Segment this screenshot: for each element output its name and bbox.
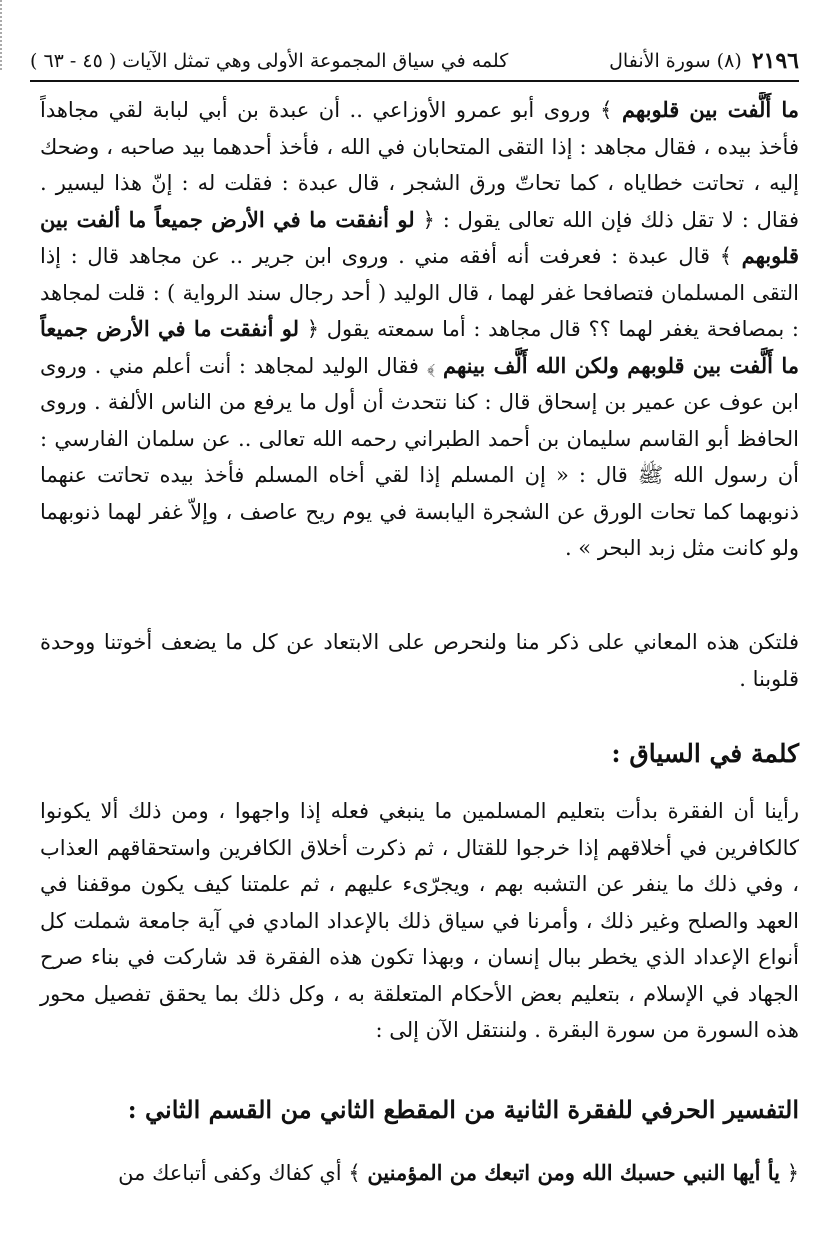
quran-verse: لو أنفقت ما في الأرض جميعاً ما أَلَّفت بين قلوبهم ولكن الله أَلَّف بينهم [40, 316, 799, 378]
page-body [40, 92, 799, 1191]
verse-bracket-open: ﴿ [306, 317, 320, 341]
text-segment: فقال الوليد لمجاهد : أنت أعلم مني . وروى ابن عوف عن عمير بن إسحاق قال : كنا نتحدث أن أول ما يرفع من الناس الألفة . وروى الحافظ أبو القاسم سليمان بن أحمد الطبراني رحمه الله تعالى .. عن سلمان الفارسي : أن رسول الله ﷺ قال : « إن المسلم إذا لقي أخاه المسلم فأخذ بيده تحاتت عنهما ذنوبهما كما تحات الورق عن الشجرة اليابسة في يوم ريح عاصف ، وإلاّ غفر لهما ذنوبهما ولو كانت مثل زبد البحر » . [40, 353, 799, 560]
header-right [609, 48, 799, 74]
verse-bracket-close: ﴾ [348, 1160, 361, 1185]
quran-verse: ما أَلَّفت بين قلوبهم [621, 97, 799, 122]
verse-bracket-close: ﴾ [426, 353, 436, 378]
paragraph-context: رأينا أن الفقرة بدأت بتعليم المسلمين ما ينبغي فعله إذا واجهوا ، ومن ذلك ألا يكونوا كالكافرين في أخلاقهم إذا خرجوا للقتال ، ثم ذكرت أخلاق الكافرين واستحقاقهم العذاب ، وفي ذلك ما ينفر عن التشبه بهم ، ويجرّىء عليهم ، ثم علمتنا كيف يكون موقفنا في العهد والصلح وغير ذلك ، وأمرنا في سياق ذلك بالإعداد المادي في آية جامعة شملت كل أنواع الإعداد الذي يخطر ببال إنسان ، وبهذا تكون هذه الفقرة قد شاركت في بناء صرح الجهاد في الإسلام ، بتعليم بعض الأحكام المتعلقة به ، وكل ذلك بما يحقق تفصيل محور هذه السورة من سورة البقرة . ولننتقل الآن إلى : [40, 799, 799, 1042]
quran-verse: لو أنفقت ما في الأرض جميعاً ما ألفت بين قلوبهم [40, 206, 799, 268]
text-segment: وروى أبو عمرو الأوزاعي .. أن عبدة بن أبي لبابة لقي مجاهداً فأخذ بيده ، فقال مجاهد : إذا التقى المتحابان في الله ، فأخذ أحدهما بيد صاحبه ، وضحك إليه ، تحاتت خطاياه ، كما تحاتّ ورق الشجر ، قال عبدة : فقلت له : إنّ هذا ليسير . فقال : لا تقل ذلك فإن الله تعالى يقول : [40, 98, 799, 232]
section-heading-context: كلمة في السياق : [611, 739, 799, 768]
page-edge-mark [0, 0, 6, 70]
verse-bracket-open: ﴿ [422, 207, 435, 232]
verse-bracket-close: ﴾ [600, 98, 613, 122]
section-heading-tafsir: التفسير الحرفي للفقرة الثانية من المقطع الثاني من القسم الثاني : [127, 1094, 799, 1124]
text-segment: أي كفاك وكفى أتباعك من [118, 1160, 342, 1185]
paragraph-exhortation: فلتكن هذه المعاني على ذكر منا ولنحرص على الابتعاد عن كل ما يضعف أخوتنا ووحدة قلوبنا . [40, 630, 799, 691]
verse-bracket-close: ﴾ [719, 244, 733, 268]
surah-title: (٨) سورة الأنفال [609, 50, 742, 72]
paragraph-tafsir [40, 1155, 799, 1192]
quran-verse: يأ أيها النبي حسبك الله ومن اتبعك من المؤمنين [367, 1159, 780, 1185]
paragraph-hadith [40, 92, 799, 612]
running-header [30, 34, 799, 82]
verse-bracket-open: ﴿ [786, 1160, 799, 1185]
text-segment: قال عبدة : فعرفت أنه أفقه مني . وروى ابن جرير .. عن مجاهد قال : إذا التقى المسلمان فتصافحا غفر لهما ، قال الوليد ( أحد رجال سند الرواية ) : قلت لمجاهد : بمصافحة يغفر لهما ؟؟ قال مجاهد : أما سمعته يقول [40, 244, 799, 341]
section-title: كلمه في سياق المجموعة الأولى وهي تمثل الآيات ( ٤٥ - ٦٣ ) [30, 50, 509, 72]
page-number: ٢١٩٦ [751, 48, 799, 74]
